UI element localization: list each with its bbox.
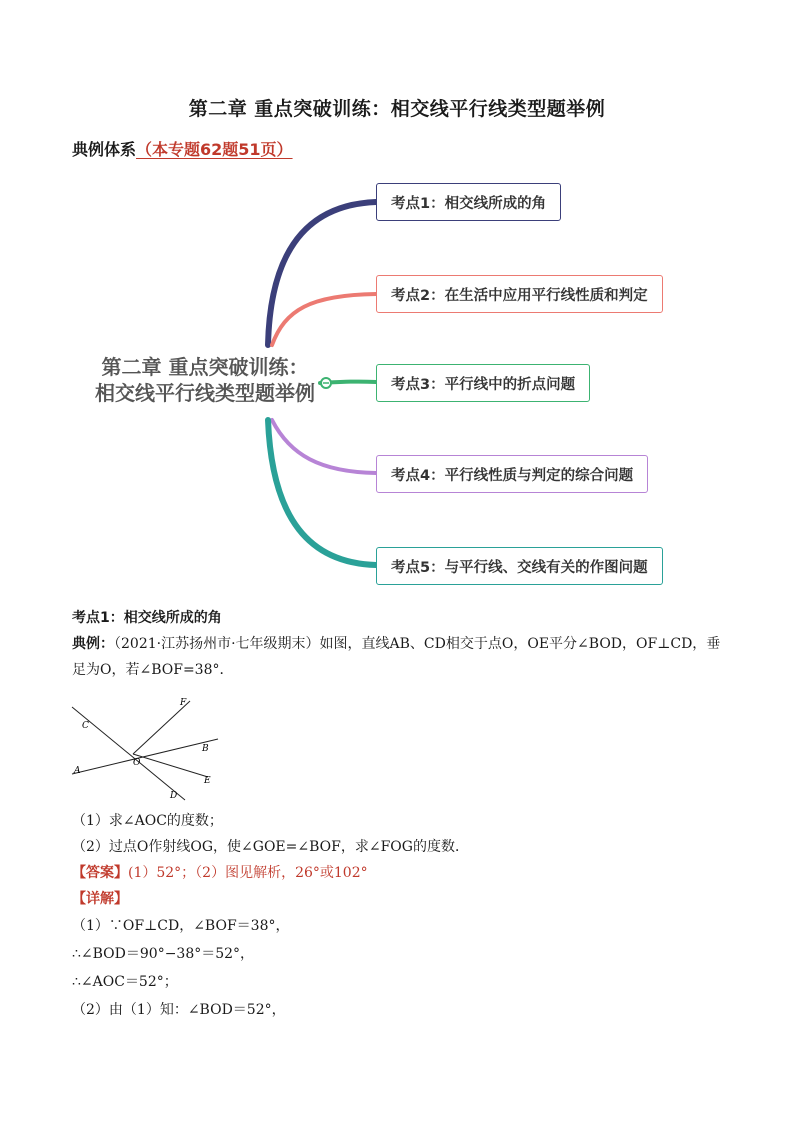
answer-line [72,860,368,886]
label-O: O [133,758,141,768]
mindmap-center-line2: 相交线平行线类型题举例 [95,381,315,405]
example-paragraph-cont: 足为O，若∠BOF=38°． [72,662,234,678]
example-text: （2021·江苏扬州市·七年级期末）如图，直线AB、CD相交于点O，OE平分∠BOD，OF⊥CD，垂 [114,636,721,652]
mindmap-center [80,354,330,406]
section-heading: 考点1：相交线所成的角 [72,610,222,626]
label-E: E [204,776,211,786]
mindmap-node-4: 考点4：平行线性质与判定的综合问题 [376,455,648,493]
example-system-label: 典例体系 [72,140,137,159]
answer-text: (1）52°；（2）图见解析，26°或102° [128,865,368,881]
question-1: （1）求∠AOC的度数； [72,813,223,829]
answer-label: 【答案】 [72,865,128,881]
label-F: F [180,698,187,708]
solution-line-3: ∴∠AOC＝52°； [72,974,178,990]
label-D: D [170,791,178,801]
page-title: 第二章 重点突破训练：相交线平行线类型题举例 [188,98,606,120]
branch-4 [272,420,376,473]
mindmap-node-5: 考点5：与平行线、交线有关的作图问题 [376,547,663,585]
mindmap-node-2: 考点2：在生活中应用平行线性质和判定 [376,275,663,313]
solution-line-4: （2）由（1）知：∠BOD＝52°， [72,1002,286,1018]
topic-count-tag: （本专题62题51页） [136,140,293,159]
example-label: 典例： [72,636,114,652]
branch-5 [268,420,376,565]
question-2: （2）过点O作射线OG，使∠GOE=∠BOF，求∠FOG的度数． [72,839,469,855]
mindmap-node-1: 考点1：相交线所成的角 [376,183,561,221]
mindmap-node-3: 考点3：平行线中的折点问题 [376,364,590,402]
branch-2 [272,294,376,345]
label-C: C [82,721,89,731]
geometry-figure [70,697,222,801]
example-system-heading [72,137,293,160]
detail-label: 【详解】 [72,891,128,907]
label-B: B [202,744,209,754]
label-A: A [74,766,81,776]
example-paragraph [72,631,720,657]
solution-line-1: （1）∵OF⊥CD，∠BOF＝38°， [72,918,290,934]
solution-line-2: ∴∠BOD＝90°−38°＝52°， [72,946,255,962]
mindmap-center-line1: 第二章 重点突破训练： [101,355,309,379]
